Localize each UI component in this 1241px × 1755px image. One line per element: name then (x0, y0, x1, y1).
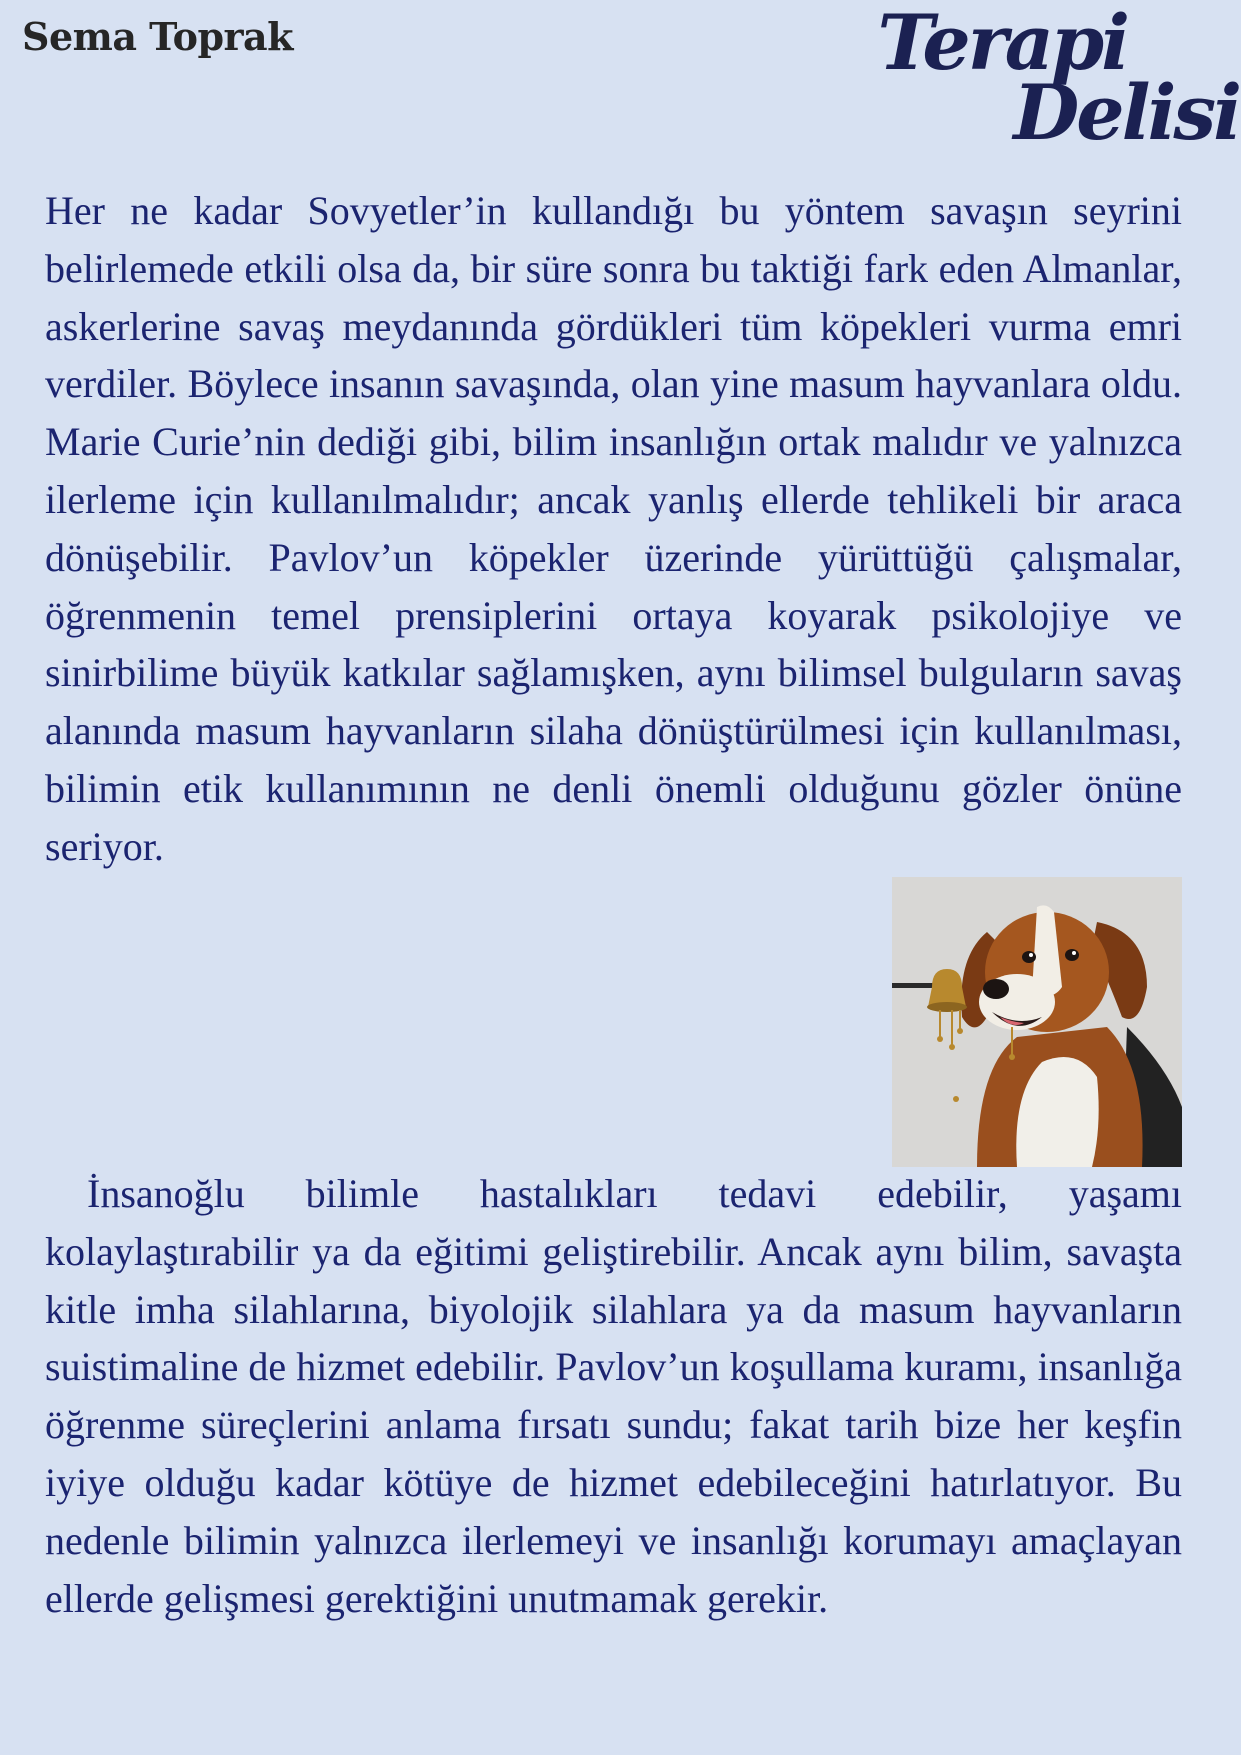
dog-icon (892, 877, 1182, 1167)
brand-logo-line2: Delisi (1013, 68, 1239, 157)
author-name: Sema Toprak (22, 14, 293, 59)
dog-bell-illustration (892, 877, 1182, 1167)
paragraph-2: İnsanoğlu bilimle hastalıkları tedavi edebilir, yaşamı kolaylaştırabilir ya da eğitimi geliştirebilir. Ancak aynı bilim, savaşta kitle imha silahlarına, biyolojik silahlara ya da masum hayvanların suistimaline de hizmet edebilir. Pavlov’un koşullama kuramı, insanlığa öğrenme süreçlerini anlama fırsatı sundu; fakat tarih bize her keşfin iyiye olduğu kadar kötüye de hizmet edebileceğini hatırlatıyor. Bu nedenle bilimin yalnızca ilerlemeyi ve insanlığı korumayı amaçlayan ellerde gelişmesi gerektiğini unutmamak gerekir. (45, 1171, 1182, 1621)
brand-logo-line1: Terapi (877, 0, 1127, 87)
paragraph-1: Her ne kadar Sovyetler’in kullandığı bu yöntem savaşın seyrini belirlemede etkili olsa da, bir süre sonra bu taktiği fark eden Almanlar, askerlerine savaş meydanında gördükleri tüm köpekleri vurma emri verdiler. Böylece insanın savaşında, olan yine masum hayvanlara oldu. Marie Curie’nin dediği gibi, bilim insanlığın ortak malıdır ve yalnızca ilerleme için kullanılmalıdır; ancak yanlış ellerde tehlikeli bir araca dönüşebilir. Pavlov’un köpekler üzerinde yürüttüğü çalışmalar, öğrenmenin temel prensiplerini ortaya koyarak psikolojiye ve sinirbilime büyük katkılar sağlamışken, aynı bilimsel bulguların savaş alanında masum hayvanların silaha dönüştürülmesi için kullanılması, bilimin etik kullanımının ne denli önemli olduğunu gözler önüne seriyor. (45, 188, 1182, 869)
brand-logo (877, 0, 1239, 157)
